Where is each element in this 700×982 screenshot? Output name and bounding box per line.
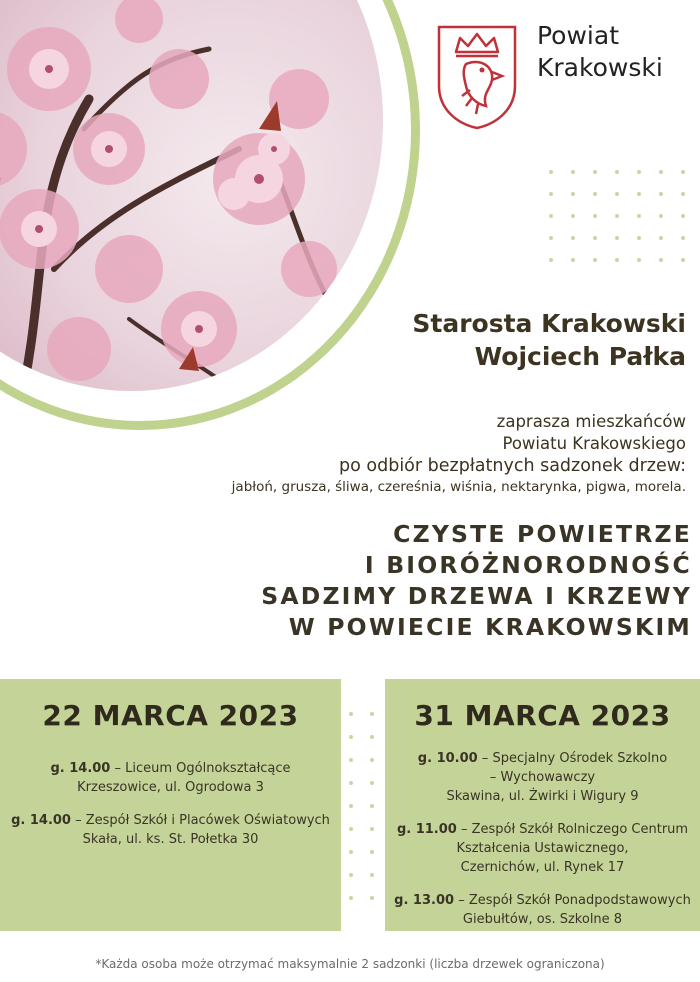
decorative-dot [349,896,353,900]
decorative-dot [637,170,641,174]
decorative-dot [349,712,353,716]
decorative-dot [370,873,374,877]
decorative-dot [549,170,553,174]
logo-wordmark [537,20,663,84]
decorative-dot [349,827,353,831]
decorative-dot [349,781,353,785]
decorative-dot [637,236,641,240]
decorative-dot [370,896,374,900]
schedule-entry [385,820,700,877]
entry-venue-cont: Kształcenia Ustawicznego, [456,841,629,856]
decorative-dot [681,258,685,262]
decorative-dot [571,192,575,196]
blossom-illustration [0,0,388,396]
entry-venue-cont: – Wychowawczy [489,770,596,785]
entry-venue: – Zespół Szkół Ponadpodstawowych [458,893,691,908]
starosta-heading [412,307,686,373]
schedule-entries [385,749,700,943]
blossom-photo-frame [0,0,420,430]
decorative-dot [637,214,641,218]
cherry-blossom-image [0,0,388,396]
logo-line-2: Krakowski [537,53,663,82]
decorative-dot [571,258,575,262]
decorative-dot [571,214,575,218]
logo-line-1: Powiat [537,21,619,50]
invitation-tree-list: jabłoń, grusza, śliwa, czereśnia, wiśnia, nektarynka, pigwa, morela. [231,479,686,495]
decorative-dot [593,258,597,262]
decorative-dot [659,192,663,196]
decorative-dot [637,192,641,196]
entry-venue: – Zespół Szkół i Placówek Oświatowych [75,813,330,828]
heading-line-1: Starosta Krakowski [412,309,686,338]
decorative-dot [593,214,597,218]
decorative-dot [370,712,374,716]
slogan-line-1: CZYSTE POWIETRZE [393,520,692,548]
decorative-dot [370,804,374,808]
decorative-dot [681,214,685,218]
invitation-line-1: zaprasza mieszkańców [496,412,686,431]
entry-address: Giebułtów, os. Szkolne 8 [462,912,623,927]
invitation-text [232,411,686,497]
decorative-dot [349,735,353,739]
schedule-panel-march-22 [0,679,341,931]
decorative-dot [593,236,597,240]
decorative-dot [615,258,619,262]
entry-time: g. 14.00 [50,761,111,776]
decorative-dot [681,170,685,174]
entry-time: g. 11.00 [396,822,457,837]
decorative-dot [571,236,575,240]
decorative-dot [549,214,553,218]
schedule-entry [385,749,700,806]
entry-address: Krzeszowice, ul. Ogrodowa 3 [77,780,264,795]
decorative-dot [659,214,663,218]
decorative-dot [615,192,619,196]
decorative-dot [370,850,374,854]
decorative-dot [549,236,553,240]
decorative-dot [549,192,553,196]
decorative-dot [615,214,619,218]
slogan-line-3: SADZIMY DRZEWA I KRZEWY [261,582,692,610]
schedule-entry [385,891,700,929]
decorative-dot [659,258,663,262]
decorative-dot [615,236,619,240]
entry-time: g. 14.00 [11,813,71,828]
entry-venue: – Specjalny Ośrodek Szkolno [481,751,668,766]
entry-time: g. 10.00 [417,751,478,766]
decorative-dot-column [349,712,379,912]
schedule-entries [0,759,341,863]
decorative-dot [349,850,353,854]
entry-time: g. 13.00 [394,893,455,908]
entry-address: Czernichów, ul. Rynek 17 [460,860,625,875]
panel-date: 31 MARCA 2023 [414,699,671,732]
entry-address: Skawina, ul. Żwirki i Wigury 9 [446,789,639,804]
decorative-dot [681,192,685,196]
schedule-entry [0,759,341,797]
decorative-dot [370,781,374,785]
campaign-slogan [261,519,692,643]
decorative-dot [549,258,553,262]
decorative-dot [571,170,575,174]
decorative-dot [615,170,619,174]
decorative-dot [593,192,597,196]
decorative-dot [593,170,597,174]
decorative-dot [349,804,353,808]
decorative-dot [349,873,353,877]
panel-date: 22 MARCA 2023 [42,699,299,732]
heading-line-2: Wojciech Pałka [474,342,686,371]
schedule-panel-march-31 [385,679,700,931]
invitation-line-2: Powiatu Krakowskiego [502,434,686,453]
decorative-dot [659,170,663,174]
decorative-dot [681,236,685,240]
decorative-dot [659,236,663,240]
decorative-dot [637,258,641,262]
entry-venue: – Zespół Szkół Rolniczego Centrum [460,822,689,837]
decorative-dot [370,758,374,762]
slogan-line-2: I BIORÓŻNORODNOŚĆ [364,551,692,579]
footnote: *Każda osoba może otrzymać maksymalnie 2 sadzonki (liczba drzewek ograniczona) [95,957,605,971]
entry-venue: – Liceum Ogólnokształcące [114,761,291,776]
powiat-crest-icon [436,24,518,130]
invitation-line-3: po odbiór bezpłatnych sadzonek drzew: [339,456,686,476]
entry-address: Skała, ul. ks. St. Połetka 30 [82,832,259,847]
slogan-line-4: W POWIECIE KRAKOWSKIM [288,613,692,641]
decorative-dot [370,827,374,831]
decorative-dot [349,758,353,762]
decorative-dot [370,735,374,739]
decorative-dot-grid [549,170,689,266]
schedule-entry [0,811,341,849]
